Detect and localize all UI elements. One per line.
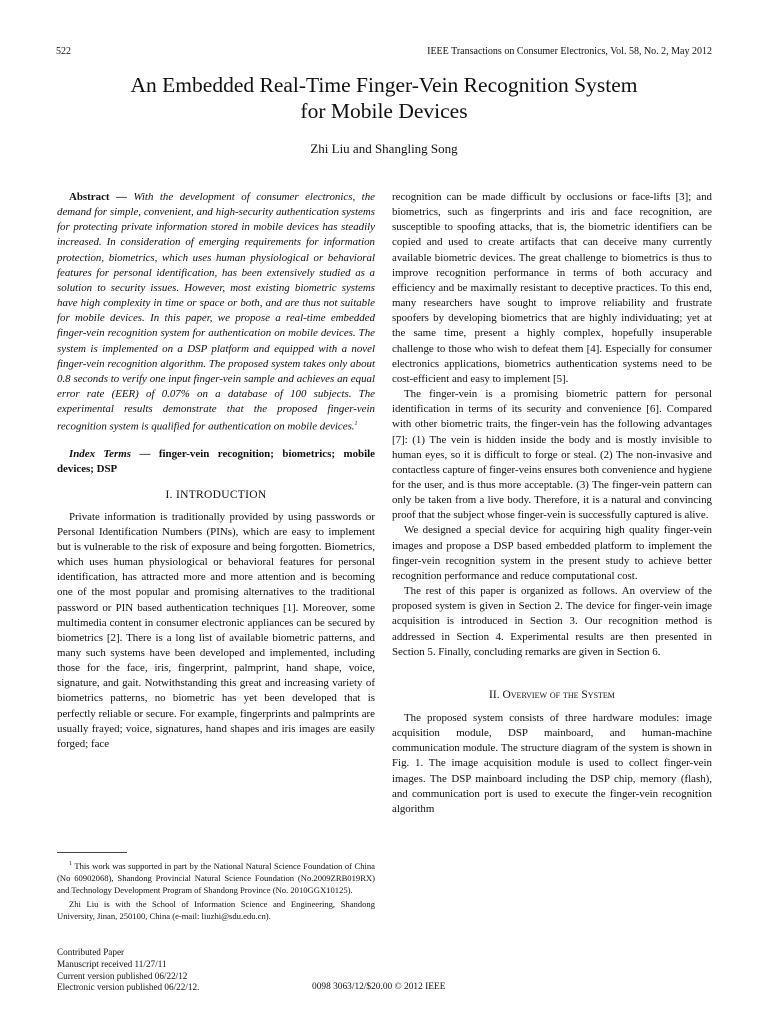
footnote-mark: 1 xyxy=(69,861,72,867)
footnotes xyxy=(57,858,375,923)
page-number: 522 xyxy=(56,46,71,57)
abstract-label: Abstract — xyxy=(69,191,127,203)
intro-paragraph-1: Private information is traditionally provided by using passwords or Personal Identification Numbers (PINs), which are easy to implement but is vulnerable to the risk of exposure and being forgotten. Biometrics, which uses human physiological or behavioral features for personal identification, has attracted more and more attention and is becoming one of the most popular and promising alternatives to the traditional password or PIN based authentication techniques [1]. Moreover, some multimedia content in consumer electronic appliances can be secured by biometrics [2]. There is a long list of available biometric patterns, and many such systems have been developed and implemented, including those for the face, iris, fingerprint, palmprint, hand shape, voice, signature, and gait. Notwithstanding this great and increasing variety of biometrics patterns, no biometric has yet been developed that is perfectly reliable or secure. For example, fingerprints and palmprints are usually frayed; voice, signatures, hand shapes and iris images are easily forged; face xyxy=(57,510,375,750)
meta-contributed: Contributed Paper xyxy=(57,947,125,957)
authors: Zhi Liu and Shangling Song xyxy=(310,141,458,156)
intro-paragraph-4: We designed a special device for acquiring high quality finger-vein images and propose a DSP based embedded platform to implement the finger-vein recognition system in the present study to achieve better recognition performance and reduce computational cost. xyxy=(392,524,712,582)
meta-received: Manuscript received 11/27/11 xyxy=(57,958,167,969)
left-column xyxy=(57,190,375,752)
intro-paragraph-5: The rest of this paper is organized as follows. An overview of the proposed system is given in Section 2. The device for finger-vein image acquisition is introduced in Section 3. Our recognition method is addressed in Section 4. Experimental results are then presented in Section 5. Finally, concluding remarks are given in Section 6. xyxy=(392,585,712,658)
title-line-1: An Embedded Real-Time Finger-Vein Recognition System xyxy=(130,73,638,97)
manuscript-info xyxy=(57,947,199,994)
overview-paragraph-1: The proposed system consists of three hardware modules: image acquisition module, DSP mainboard, and human-machine communication module. The structure diagram of the system is shown in Fig. 1. The image acquisition module is used to collect finger-vein images. The DSP mainboard including the DSP chip, memory (flash), and communication port is used to execute the finger-vein recognition algorithm xyxy=(392,712,712,815)
intro-paragraph-3: The finger-vein is a promising biometric pattern for personal identification in terms of its security and convenience [6]. Compared with other biometric traits, the finger-vein has the following advantages [7]: (1) The vein is hidden inside the body and is mostly invisible to human eyes, so it is difficult to forge or steal. (2) The non-invasive and contactless capture of finger-veins ensures both convenience and hygiene for the user, and is thus more acceptable. (3) The finger-vein pattern can only be taken from a live body. Therefore, it is a natural and convincing proof that the subject whose finger-vein is successfully captured is alive. xyxy=(392,388,712,522)
right-column xyxy=(392,190,712,817)
abstract-text: With the development of consumer electronics, the demand for simple, convenient, and high-security authentication systems for protecting private information stored in mobile devices has steadily increased. In consideration of emerging requirements for information protection, biometrics, which uses human physiological or behavioral features for personal identification, has been extensively studied as a solution to security issues. However, most existing biometric systems have high complexity in time or space or both, and are thus not suitable for mobile devices. In this paper, we propose a real-time embedded finger-vein recognition system for authentication on mobile devices. The system is implemented on a DSP platform and equipped with a novel finger-vein recognition algorithm. The proposed system takes only about 0.8 seconds to verify one input finger-vein sample and achieves an equal error rate (EER) of 0.07% on a database of 100 subjects. The experimental results demonstrate that the proposed finger-vein recognition system is qualified for authentication on mobile devices. xyxy=(57,191,375,433)
footnote-affiliation: Zhi Liu is with the School of Information Science and Engineering, Shandong University, Jinan, 250100, China (e-mail: liuzhi@sdu.edu.cn). xyxy=(57,898,375,922)
index-terms-text: finger-vein recognition; biometrics; mobile devices; DSP xyxy=(57,448,375,476)
section-1-heading: I. INTRODUCTION xyxy=(165,489,267,502)
footnote-funding xyxy=(57,858,375,897)
copyright: 0098 3063/12/$20.00 © 2012 IEEE xyxy=(312,982,446,992)
index-terms-label: Index Terms — xyxy=(69,448,151,461)
abstract xyxy=(57,190,375,435)
section-2-heading xyxy=(392,688,712,703)
meta-current-version: Current version published 06/22/12 xyxy=(57,970,188,981)
journal-header: IEEE Transactions on Consumer Electronics, Vol. 58, No. 2, May 2012 xyxy=(427,46,712,57)
footnote-divider xyxy=(57,852,127,853)
index-terms xyxy=(57,447,375,477)
intro-paragraph-2: recognition can be made difficult by occlusions or face-lifts [3]; and biometrics, such as fingerprints and iris and face recognition, are susceptible to spoofing attacks, that is, the biometric identifiers can be copied and used to create artifacts that can deceive many currently available biometric devices. The great challenge to biometrics is thus to improve recognition performance in terms of both accuracy and efficiency and be maximally resistant to deceptive practices. To this end, many researchers have sought to improve reliability and frustrate spoofers by developing biometrics that are highly individuating; yet at the same time, present a highly complex, hopefully insuperable challenge to those who wish to defeat them [4]. Especially for consumer electronics applications, biometrics authentication systems need to be cost-efficient and easy to implement [5]. xyxy=(392,191,712,385)
meta-electronic-version: Electronic version published 06/22/12. xyxy=(57,982,200,993)
section-2-number: II. xyxy=(489,688,500,701)
abstract-footnote-mark: 1 xyxy=(354,421,358,428)
section-2-title: Overview of the System xyxy=(502,688,615,701)
title-line-2: for Mobile Devices xyxy=(300,99,468,123)
footnote-funding-text: This work was supported in part by the National Natural Science Foundation of China (No 60902068), Shandong Provincial Natural Science Foundation (No.2009ZRB019RX) and Technology Development Program of Shandong Province (No. 2010GGX10125). xyxy=(57,860,375,896)
paper-title xyxy=(40,72,728,124)
